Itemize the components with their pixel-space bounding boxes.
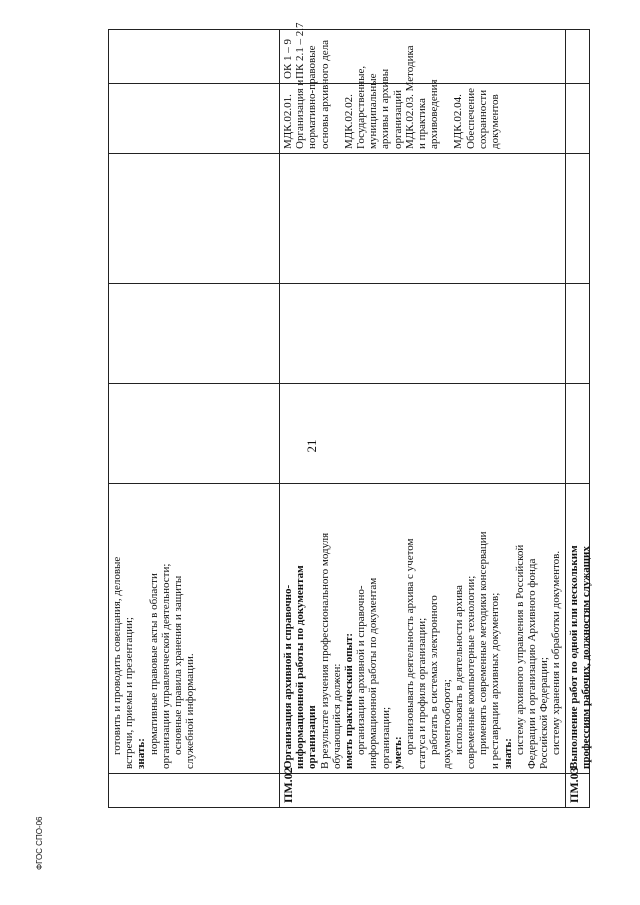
table-row-pm02 [280,30,566,808]
mdk-line: Государственные, [355,65,368,149]
content-line: организации архивной и справочно- [355,585,368,755]
content-line: документооборота; [440,679,453,769]
empty-cell [565,30,589,84]
empty-cell [565,154,589,284]
mdk-line: архивоведения [428,79,441,149]
content-line: систему архивного управления в Российской [513,544,526,755]
mdk-line: и практика [416,98,429,149]
module-code-pm02: ПМ.02 [280,774,566,808]
competency-line: ОК 1 – 9 [282,38,294,79]
mdk-line: муниципальные [367,73,380,149]
content-line-heading: знать: [501,738,514,769]
mdk-line: Организация и [294,79,307,149]
empty-cell [280,284,566,384]
content-line: Федерации и организацию Архивного фонда [526,558,539,769]
content-line: организации; [379,706,392,769]
mdk-line: основы архивного дела [318,39,331,149]
competency-line: ПК 2.1 – 2.7 [294,22,307,79]
content-line-heading: знать: [135,738,148,769]
code-cell-empty [109,774,280,808]
empty-cell [109,84,280,154]
module-title-line: Организация архивной и справочно- [282,584,294,769]
content-line: организовывать деятельность архива с учетом [404,538,417,755]
module-code-pm03: ПМ.03 [565,774,589,808]
content-line: нормативные правовые акты в области [147,573,160,755]
mdk-line: МДК.02.04. [452,94,465,149]
empty-cell [280,154,566,284]
mdk-line: МДК.02.03. Методика [403,45,416,149]
curriculum-table [108,22,592,808]
content-line: информационной работы по документам [367,577,380,769]
content-line-heading: иметь практический опыт: [343,632,356,769]
table-row-pm03 [565,30,589,808]
module-title-line: организации [306,705,319,769]
footer-code: ФГОС СПО-06 [35,816,44,870]
mdk-line: организаций [391,89,404,149]
content-line: современные компьютерные технологии; [465,575,478,769]
content-line: использовать в деятельности архива [452,585,465,755]
content-line: служебной информации. [184,653,197,769]
content-line: основные правила хранения и защиты [172,575,185,755]
mdk-line: сохранности [476,89,489,149]
content-line: встречи, приемы и презентации; [123,617,136,769]
content-cell-pm02 [280,484,566,774]
content-cell-pm03 [565,484,592,774]
mdk-line: нормативно-правовые [306,45,319,149]
mdk-line: МДК.02.01. [282,94,294,149]
mdk-line-blank [440,88,452,149]
table-row-continuation [109,30,280,808]
curriculum-table-rotated [108,22,592,808]
mdk-line: документов [489,94,502,149]
content-cell-continuation [109,484,280,774]
content-line: систему хранения и обработки документов. [550,550,563,755]
page-number: 21 [304,439,319,453]
empty-cell [109,384,280,484]
module-title-line: информационной работы по документам [294,565,307,769]
content-line-heading: уметь: [391,736,404,769]
empty-cell [109,154,280,284]
content-line: организации управленческой деятельности; [159,563,172,769]
empty-cell [565,384,589,484]
content-line: и реставрации архивных документов; [489,592,502,769]
mdk-line: МДК.02.02. [342,94,355,149]
content-line: статуса и профиля организации; [416,617,429,769]
empty-cell [109,284,280,384]
module-title-line: профессиям рабочих, должностям служащих [579,546,592,769]
content-line: В результате изучения профессионального модуля [318,532,331,769]
content-line: применять современные методики консервации [477,531,490,755]
module-title-line: Выполнение работ по одной или нескольким [567,545,580,769]
content-line: обучающийся должен: [330,663,343,769]
empty-cell [565,284,589,384]
empty-cell [280,384,566,484]
content-line: Российской Федерации; [538,657,551,769]
content-line: работать в системах электронного [428,595,441,755]
empty-cell [109,30,280,84]
empty-cell [565,84,589,154]
mdk-line: Обеспечение [464,88,477,149]
mdk-line: архивы и архивы [379,68,392,149]
content-line: готовить и проводить совещания, деловые [111,556,123,755]
mdk-line-blank [331,88,343,149]
